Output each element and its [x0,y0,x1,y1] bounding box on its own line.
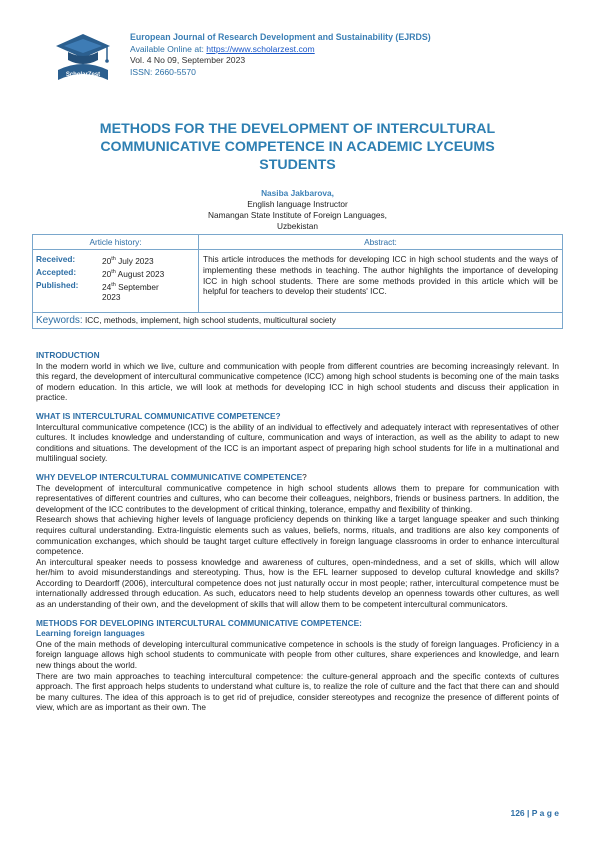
journal-url-link[interactable]: https://www.scholarzest.com [206,43,315,54]
accepted-label: Accepted: [36,267,77,277]
author-block [36,188,559,232]
article-title [36,120,559,174]
author-country: Uzbekistan [276,221,319,231]
issn-info: ISSN: 2660-5570 [130,66,196,77]
received-label: Received: [36,254,76,264]
journal-header [36,30,576,90]
title-line-2: COMMUNICATIVE COMPETENCE IN ACADEMIC LYCEUMS [100,139,495,155]
available-prefix: Available Online at: [130,43,207,54]
journal-title: European Journal of Research Development and Sustainability (EJRDS) [130,32,431,42]
availability-line [130,44,431,56]
abstract-text: This article introduces the methods for developing ICC in high school students and the ways of implementing these methods in teaching. The author highlights the importance of developing ICC in high school students. There are some methods provided in this article which will be helpful for teachers to develop their students' ICC. [199,250,563,313]
why-paragraph-1: The development of intercultural communicative competence in high school students allows them to prepare for communication with representatives of different countries and cultures, who can become their colleagues, neighbors, friends or business partners. In addition, the development of the ICC contributes to the development of critical thinking, tolerance, empathy and flexibility of thinking. [36,482,559,514]
author-role: English language Instructor [247,199,348,209]
title-line-3: STUDENTS [259,157,336,173]
keywords-label: Keywords: [36,315,83,326]
abstract-header: Abstract: [199,235,563,250]
scholarzest-logo [52,30,114,88]
intro-heading: INTRODUCTION [36,350,100,360]
learning-subheading: Learning foreign languages [36,628,145,639]
why-paragraph-3: An intercultural speaker needs to possess knowledge and awareness of cultures, open-mindedness, and a set of skills, which will allow her/him to avoid misunderstandings and stereotyping. Thus, how is the EFL learner supposed to develop cultural knowledge and skills? According to Deardorff (2006), intercultural competence does not just naturally occur in most people; rather, intercultural competence must be internationally addressed through education. As such, educators need to help students develop an openness towards other cultures, as well as an understanding of their own, and the development of skills that will allow them to be competent intercultural communicators. [36,556,559,610]
keywords-text: ICC, methods, implement, high school students, multicultural society [82,315,336,325]
what-paragraph: Intercultural communicative competence (ICC) is the ability of an individual to effectively and adequately interact with representatives of other cultures. It includes knowledge and understanding of culture, communication and ways of interaction, as well as the ability to adapt to new conditions and situations. The development of the ICC is an important aspect of preparing high school students for life in a multinational and multilingual society. [36,421,559,464]
keywords-row [33,313,563,329]
received-date: 20th July 2023 [102,255,154,266]
logo-text: ScholarZest [65,72,101,78]
why-paragraph-2: Research shows that achieving higher levels of language proficiency depends on thinking like a target language speaker and such thinking requires cultural understanding. Extra-linguistic elements such as values, beliefs, norms, rituals, and traditions are also key components of communication exchanges, which should be taught target culture effectively in foreign language classrooms in order to enhance intercultural competence. [36,514,559,557]
volume-info: Vol. 4 No 09, September 2023 [130,55,246,65]
author-name: Nasiba Jakbarova, [261,188,334,198]
article-history-table [32,234,563,329]
methods-paragraph-1: One of the main methods of developing intercultural communicative competence in schools is the study of foreign languages. Proficiency in a foreign language allows high school students to communicate with people from other cultures, share experiences and knowledge, and learn new things about the world. [36,638,559,671]
header-text [130,32,431,78]
page-number: 126 | P a g e [510,808,559,818]
title-line-1: METHODS FOR THE DEVELOPMENT OF INTERCULTURAL [99,121,496,137]
history-dates [33,250,199,313]
accepted-date: 20th August 2023 [102,268,165,279]
article-body [36,350,559,713]
methods-heading: METHODS FOR DEVELOPING INTERCULTURAL COMMUNICATIVE COMPETENCE: [36,617,362,628]
what-heading: WHAT IS INTERCULTURAL COMMUNICATIVE COMPETENCE? [36,410,281,421]
intro-paragraph: In the modern world in which we live, culture and communication with people from different countries are becoming increasingly relevant. In this regard, the development of intercultural communicative competence (ICC) among high school students is becoming one of the main tasks of modern education. In this article, we will look at methods for developing ICC in high school students and discuss their application in practice. [36,360,559,403]
methods-paragraph-2: There are two main approaches to teaching intercultural competence: the culture-general approach and the specific contexts of cultures approach. The first approach helps students to understand what culture is, to realize the role of culture and the fact that there can and should be many cultures. The idea of this approach is to get rid of prejudice, consider stereotypes and recognize the presence of different points of view, which are as important as their own. The [36,670,559,713]
published-date: 24th September 2023 [102,281,159,303]
why-heading: WHY DEVELOP INTERCULTURAL COMMUNICATIVE COMPETENCE? [36,471,307,482]
history-header: Article history: [33,235,199,250]
author-affiliation: Namangan State Institute of Foreign Languages, [208,210,387,220]
published-label: Published: [36,280,79,290]
